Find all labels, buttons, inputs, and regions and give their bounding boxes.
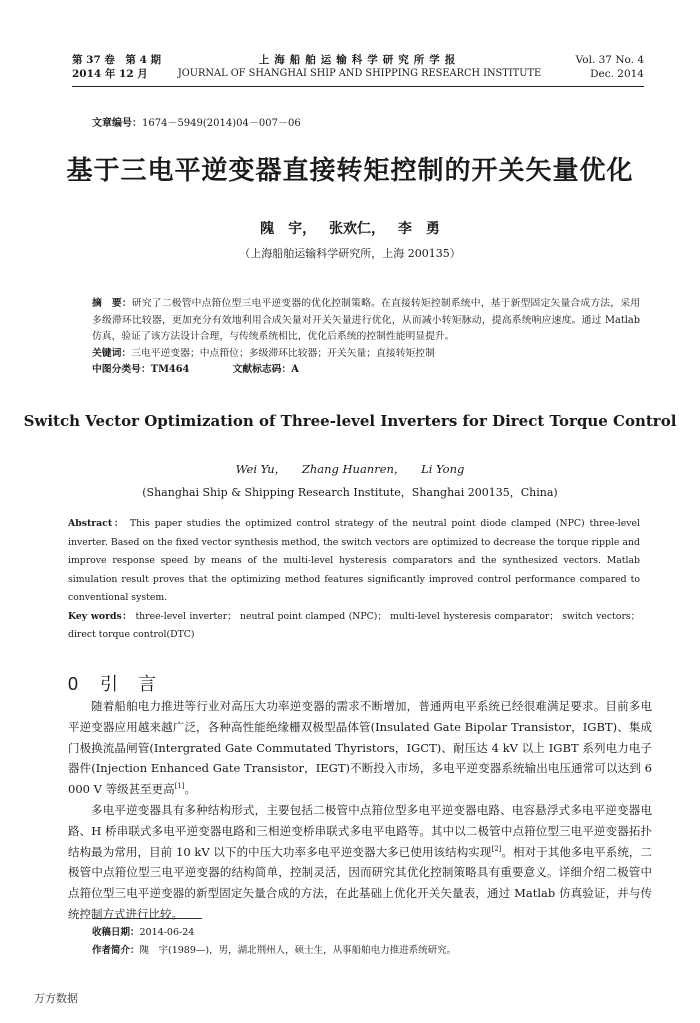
- author-bio: [92, 942, 456, 960]
- article-number-value: 1674－5949(2014)04－007－06: [142, 118, 301, 129]
- footnote-rule: [92, 918, 202, 919]
- abstract-cn-body: 研究了二极管中点箝位型三电平逆变器的优化控制策略。在直接转矩控制系统中，基于新型固定矢量合成方法，采用多级滞环比较器，更加充分有效地利用合成矢量对开关矢量进行优化，从而减小转矩脉动，提高系统响应速度。通过 Matlab 仿真，验证了该方法设计合理，与传统系统相比，优化后系统的控制性能明显提升。: [92, 298, 641, 342]
- abstract-en-label: Abstract：: [68, 518, 126, 529]
- abstract-cn: [92, 296, 640, 379]
- volume-label: 第 37 卷 第 4 期: [72, 54, 162, 66]
- abstract-en-body: This paper studies the optimized control strategy of the neutral point diode clamped (NPC) three-level inverter. Based on the fixed vector synthesis method, the switch vectors are optimized to decrease the torque ripple and improve response speed by means of the multi-level hysteresis comparators and the synthesized vectors. Matlab simulation result proves that the optimizing method features significantly improved control performance compared to conventional system.: [68, 518, 640, 603]
- received-date: [92, 924, 456, 942]
- author-3-en: Li Yong: [421, 462, 465, 476]
- running-header: [72, 53, 644, 87]
- keywords-cn-label: 关键词：: [92, 347, 132, 359]
- authors-en: [0, 461, 700, 477]
- title-en: Switch Vector Optimization of Three-level Inverters for Direct Torque Control: [23, 412, 677, 430]
- author-bio-label: 作者简介：: [92, 945, 140, 956]
- affiliation-cn: （上海船舶运输科学研究所，上海 200135）: [239, 247, 461, 260]
- paragraph-1-end: 。: [184, 782, 196, 797]
- abstract-en-text: [68, 515, 640, 608]
- author-3-cn: 李 勇: [397, 221, 440, 237]
- classification: [92, 362, 640, 379]
- author-bio-value: 隗 宇(1989—)，男，湖北荆州人，硕士生，从事船舶电力推进系统研究。: [139, 945, 457, 956]
- received-value: 2014-06-24: [139, 927, 195, 938]
- authors-cn: [0, 218, 700, 238]
- section-number: 0: [68, 674, 79, 694]
- citation-1: [1]: [174, 782, 185, 791]
- author-1-cn: 隗 宇，: [260, 221, 317, 237]
- journal-name-en: JOURNAL OF SHANGHAI SHIP AND SHIPPING RESEARCH INSTITUTE: [177, 68, 542, 79]
- clc-label: 中图分类号：: [92, 364, 151, 375]
- paragraph-1-text: 随着船舶电力推进等行业对高压大功率逆变器的需求不断增加，普通两电平系统已经很难满足要求。目前多电平逆变器应用越来越广泛，各种高性能绝缘栅双极型晶体管(Insulated Gate Bipolar Transistor，IGBT)、集成门极换流晶闸管(Intergrated Gate Commutated Thyristors，IGCT)、耐压达 4 kV 以上 IGBT 系列电力电子器件(Injection Enhanced Gate Transistor，IEGT)不断投入市场，多电平逆变器系统输出电压通常可以达到 6 000 V 等级甚至更高: [68, 699, 652, 797]
- volume-label-en: Vol. 37 No. 4: [575, 54, 644, 66]
- body-text: [68, 696, 652, 925]
- clc-value: TM464: [150, 364, 190, 375]
- abstract-cn-text: [92, 296, 640, 346]
- date-label-cn: 2014 年 12 月: [72, 68, 148, 80]
- citation-2: [2]: [491, 844, 502, 853]
- author-2-en: Zhang Huanren，: [301, 462, 406, 476]
- paragraph-2-text: 多电平逆变器具有多种结构形式，主要包括二极管中点箝位型多电平逆变器电路、电容悬浮式多电平逆变器电路、H 桥串联式多电平逆变器电路和三相逆变桥串联式多电平电路等。其中以二极管中点箝位型三电平逆变器拓扑结构最为常用，目前 10 kV 以下的中压大功率多电平逆变器大多已使用该结构实现: [68, 802, 652, 859]
- footnote: [92, 924, 456, 960]
- doc-code: [233, 364, 299, 375]
- article-number-label: 文章编号：: [92, 118, 142, 129]
- header-rule: [72, 86, 644, 87]
- keywords-cn: [92, 346, 640, 363]
- date-label-en: Dec. 2014: [590, 68, 644, 80]
- author-2-cn: 张欢仁，: [329, 221, 385, 237]
- volume-issue: [72, 53, 161, 81]
- journal-name: [172, 53, 547, 81]
- received-label: 收稿日期：: [92, 927, 140, 938]
- keywords-en: [68, 608, 640, 645]
- article-number: [92, 114, 301, 129]
- doc-value: A: [291, 364, 299, 375]
- journal-name-cn: 上海船舶运输科学研究所学报: [258, 54, 461, 66]
- paragraph-2: [68, 800, 652, 925]
- keywords-en-value: three-level inverter； neutral point clamped (NPC)； multi-level hysteresis comparator； switch vectors； direct torque control(DTC): [68, 610, 640, 640]
- watermark-footer: 万方数据: [34, 992, 78, 1005]
- abstract-cn-label: 摘 要：: [92, 298, 132, 309]
- section-heading: [68, 670, 176, 696]
- section-title: 引言: [100, 674, 177, 695]
- title-cn: 基于三电平逆变器直接转矩控制的开关矢量优化: [66, 156, 634, 186]
- affiliation-en: (Shanghai Ship & Shipping Research Institute，Shanghai 200135，China): [142, 486, 558, 499]
- doc-label: 文献标志码：: [232, 364, 292, 375]
- paragraph-1: [68, 696, 652, 800]
- volume-issue-en: [576, 53, 644, 81]
- keywords-en-label: Key words：: [68, 610, 132, 622]
- abstract-en: [68, 515, 640, 645]
- author-1-en: Wei Yu，: [235, 462, 287, 476]
- paragraph-2-end: 。相对于其他多电平系统，二极管中点箝位型三电平逆变器的结构简单，控制灵活，因而研究其优化控制策略具有重要意义。详细介绍二极管中点箝位型三电平逆变器的新型固定矢量合成的方法，在此基础上优化开关矢量表，通过 Matlab 仿真验证，并与传统控制方式进行比较。: [68, 844, 653, 921]
- keywords-cn-value: 三电平逆变器；中点箝位；多级滞环比较器；开关矢量；直接转矩控制: [131, 347, 435, 359]
- clc-code: [92, 364, 189, 375]
